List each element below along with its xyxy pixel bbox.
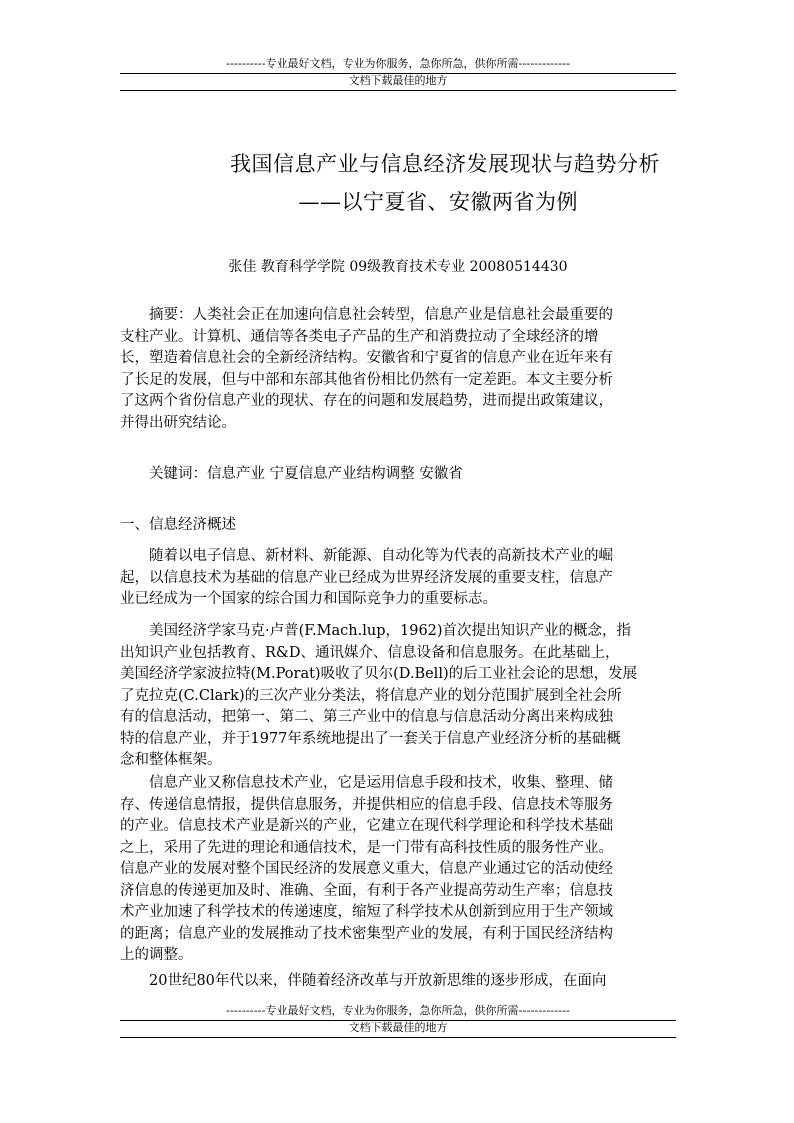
abstract-line: 支柱产业。计算机、通信等各类电子产品的生产和消费拉动了全球经济的增 xyxy=(120,328,599,345)
paragraph-line: 上的调整。 xyxy=(120,947,193,963)
paragraph-line: 20世纪80年代以来，伴随着经济改革与开放新思维的逐步形成，在面向 xyxy=(149,973,607,989)
paragraph-line: 美国经济学家马克·卢普(F.Mach.lup，1962)首次提出知识产业的概念，指 xyxy=(149,623,632,639)
paragraph-line: 业已经成为一个国家的综合国力和国际竞争力的重要标志。 xyxy=(120,591,497,607)
footer-slogan: ----------专业最好文档，专业为你服务，急你所急，供你所需------------- xyxy=(225,1004,571,1017)
abstract-line: 并得出研究结论。 xyxy=(120,414,236,431)
paragraph-line: 之上，采用了先进的理论和通信技术，是一门带有高科技性质的服务性产业。 xyxy=(120,839,613,856)
title-line-2: ——以宁夏省、安徽两省为例 xyxy=(298,190,578,214)
section-heading: 一、信息经济概述 xyxy=(120,517,236,533)
header-subline: 文档下载最佳的地方 xyxy=(348,74,448,87)
paragraph-line: 济信息的传递更加及时、准确、全面，有利于各产业提高劳动生产率；信息技 xyxy=(120,882,613,899)
paragraph-line: 随着以电子信息、新材料、新能源、自动化等为代表的高新技术产业的崛 xyxy=(149,548,613,564)
paper-title xyxy=(120,145,676,221)
abstract-line: 了长足的发展，但与中部和东部其他省份相比仍然有一定差距。本文主要分析 xyxy=(120,371,613,388)
paragraph-line: 美国经济学家波拉特(M.Porat)吸收了贝尔(D.Bell)的后工业社会论的思想，发展 xyxy=(120,666,638,682)
paragraph-line: 了克拉克(C.Clark)的三次产业分类法，将信息产业的划分范围扩展到全社会所 xyxy=(120,687,622,704)
header-bottom-rule xyxy=(120,90,676,91)
abstract-line: 了这两个省份信息产业的现状、存在的问题和发展趋势，进而提出政策建议， xyxy=(120,393,613,409)
keywords: 关键词：信息产业 宁夏信息产业结构调整 安徽省 xyxy=(149,466,463,482)
paragraph-line: 念和整体框架。 xyxy=(120,752,222,768)
paragraph-line: 术产业加速了科学技术的传递速度，缩短了科学技术从创新到应用于生产领域 xyxy=(120,904,613,920)
page-header xyxy=(120,57,676,91)
abstract-line: 摘要：人类社会正在加速向信息社会转型，信息产业是信息社会最重要的 xyxy=(149,307,613,323)
paragraph-line: 出知识产业包括教育、R&D、通讯媒介、信息设备和信息服务。在此基础上， xyxy=(120,644,620,661)
paragraph-line: 信息产业又称信息技术产业，它是运用信息手段和技术，收集、整理、储 xyxy=(149,775,613,791)
paragraph-line: 存、传递信息情报，提供信息服务，并提供相应的信息手段、信息技术等服务 xyxy=(120,796,613,813)
paragraph-4 xyxy=(120,971,676,993)
paragraph-line: 起，以信息技术为基础的信息产业已经成为世界经济发展的重要支柱，信息产 xyxy=(120,569,613,586)
header-slogan: ----------专业最好文档，专业为你服务，急你所急，供你所需------------- xyxy=(225,57,571,70)
paragraph-line: 的距离；信息产业的发展推动了技术密集型产业的发展，有利于国民经济结构 xyxy=(120,925,613,942)
title-line-1: 我国信息产业与信息经济发展现状与趋势分析 xyxy=(230,152,660,176)
paragraph-3 xyxy=(120,773,676,967)
paragraph-line: 特的信息产业，并于1977年系统地提出了一套关于信息产业经济分析的基础概 xyxy=(120,730,621,747)
author-line: 张佳 教育科学学院 09级教育技术专业 20080514430 xyxy=(228,259,568,275)
footer-bottom-rule xyxy=(120,1037,676,1038)
abstract xyxy=(120,305,676,434)
paragraph-1 xyxy=(120,546,676,611)
abstract-line: 长，塑造着信息社会的全新经济结构。安徽省和宁夏省的信息产业在近年来有 xyxy=(120,350,613,366)
page-footer xyxy=(120,1004,676,1038)
paragraph-line: 的产业。信息技术产业是新兴的产业，它建立在现代科学理论和科学技术基础 xyxy=(120,818,613,834)
paragraph-2 xyxy=(120,621,676,772)
paragraph-line: 有的信息活动，把第一、第二、第三产业中的信息与信息活动分离出来构成独 xyxy=(120,709,613,725)
footer-subline: 文档下载最佳的地方 xyxy=(348,1021,448,1034)
paragraph-line: 信息产业的发展对整个国民经济的发展意义重大，信息产业通过它的活动使经 xyxy=(120,861,613,877)
